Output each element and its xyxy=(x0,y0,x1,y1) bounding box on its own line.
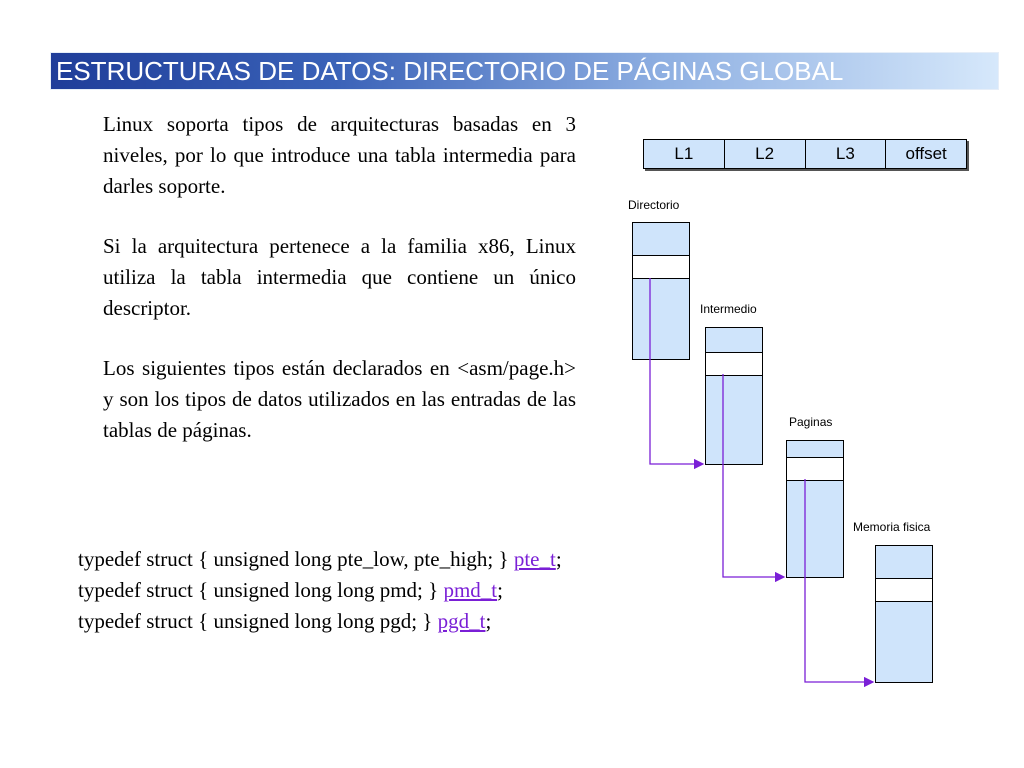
code-text: typedef struct { unsigned long long pgd; } xyxy=(78,609,438,633)
code-text: typedef struct { unsigned long pte_low, pte_high; } xyxy=(78,547,514,571)
code-suffix: ; xyxy=(485,609,492,633)
slide-title: ESTRUCTURAS DE DATOS: DIRECTORIO DE PÁGINAS GLOBAL xyxy=(56,56,844,86)
label-paginas: Paginas xyxy=(789,415,833,429)
address-field-l3: L3 xyxy=(806,140,887,168)
label-directorio: Directorio xyxy=(628,198,680,212)
type-link-pgd[interactable]: pgd_t xyxy=(437,609,486,633)
code-text: typedef struct { unsigned long long pmd; } xyxy=(78,578,444,602)
label-intermedio: Intermedio xyxy=(700,302,757,316)
type-link-pmd[interactable]: pmd_t xyxy=(443,578,498,602)
arrow-directorio-to-intermedio xyxy=(650,278,703,464)
address-field-l1: L1 xyxy=(644,140,725,168)
paragraph-2: Si la arquitectura pertenece a la familia x86, Linux utiliza la tabla intermedia que contiene un único descriptor. xyxy=(103,234,576,320)
arrow-paginas-to-memoria xyxy=(805,479,873,682)
code-suffix: ; xyxy=(555,547,562,571)
paragraph-3: Los siguientes tipos están declarados en <asm/page.h> y son los tipos de datos utilizados en las entradas de las tablas de páginas. xyxy=(103,356,576,442)
type-link-pte[interactable]: pte_t xyxy=(513,547,556,571)
code-suffix: ; xyxy=(497,578,503,602)
paragraph-1: Linux soporta tipos de arquitecturas basadas en 3 niveles, por lo que introduce una tabla intermedia para darles soporte. xyxy=(103,112,576,198)
address-field-offset: offset xyxy=(886,140,966,168)
address-field-l2: L2 xyxy=(725,140,806,168)
label-memoria: Memoria fisica xyxy=(853,520,931,534)
arrow-intermedio-to-paginas xyxy=(723,374,784,577)
